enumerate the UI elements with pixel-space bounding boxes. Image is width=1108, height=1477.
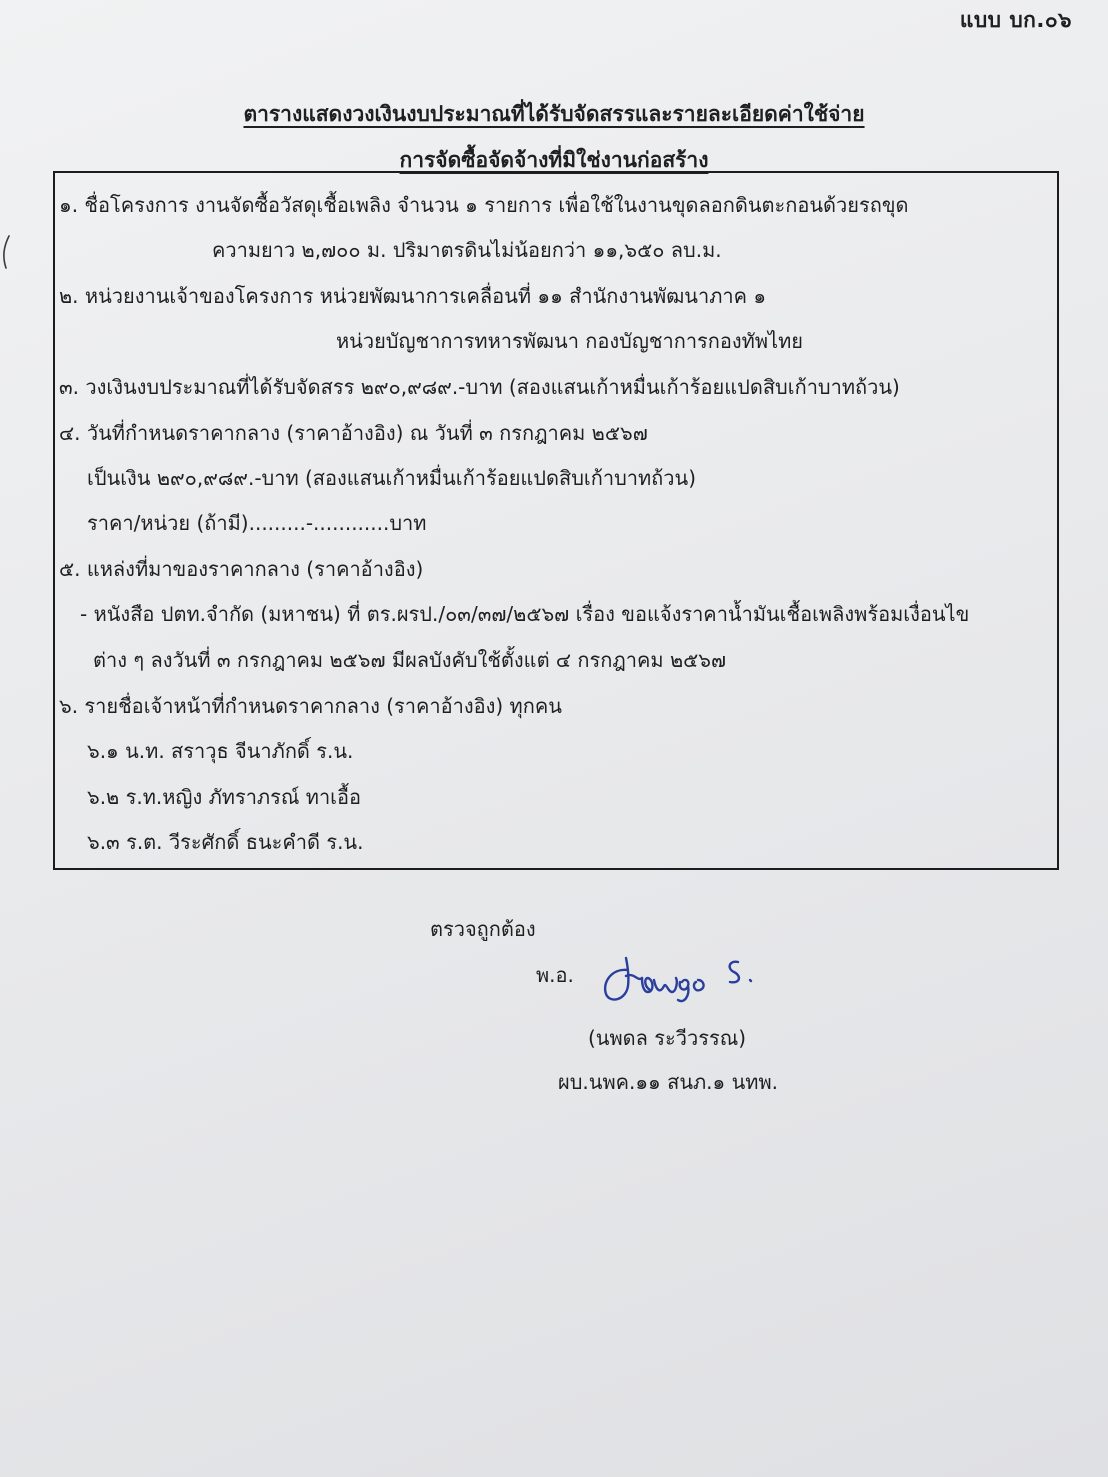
item-4-price-date: ๔. วันที่กำหนดราคากลาง (ราคาอ้างอิง) ณ วันที่ ๓ กรกฎาคม ๒๕๖๗ xyxy=(59,421,648,445)
paper-edge-mark xyxy=(0,232,14,272)
committee-member: ๖.๑ น.ท. สราวุธ จีนาภักดิ์ ร.น. xyxy=(87,739,354,763)
item-4-amount: เป็นเงิน ๒๙๐,๙๘๙.-บาท (สองแสนเก้าหมื่นเก้าร้อยแปดสิบเก้าบาทถ้วน) xyxy=(87,466,696,490)
committee-member: ๖.๒ ร.ท.หญิง ภัทราภรณ์ ทาเอื้อ xyxy=(87,785,362,809)
item-5-source-document: - หนังสือ ปตท.จำกัด (มหาชน) ที่ ตร.ผรป./๐๓/๓๗/๒๕๖๗ เรื่อง ขอแจ้งราคาน้ำมันเชื้อเพลิงพร้อมเงื่อนไข xyxy=(80,602,970,626)
item-4-unit-price: ราคา/หน่วย (ถ้ามี).........-............บาท xyxy=(87,511,427,535)
signer-position: ผบ.นพค.๑๑ สนภ.๑ นทพ. xyxy=(558,1070,778,1094)
item-5-price-source: ๕. แหล่งที่มาของราคากลาง (ราคาอ้างอิง) xyxy=(59,557,424,581)
document-subtitle: การจัดซื้อจัดจ้างที่มิใช่งานก่อสร้าง xyxy=(399,148,709,172)
item-2-owner-unit-parent: หน่วยบัญชาการทหารพัฒนา กองบัญชาการกองทัพไทย xyxy=(336,329,804,353)
committee-member: ๖.๓ ร.ต. วีระศักดิ์ ธนะคำดี ร.น. xyxy=(87,830,364,854)
handwritten-signature xyxy=(598,952,768,1008)
item-2-owner-unit: ๒. หน่วยงานเจ้าของโครงการ หน่วยพัฒนาการเคลื่อนที่ ๑๑ สำนักงานพัฒนาภาค ๑ xyxy=(59,284,767,308)
item-1-project-detail: ความยาว ๒,๗๐๐ ม. ปริมาตรดินไม่น้อยกว่า ๑๑,๖๕๐ ลบ.ม. xyxy=(212,238,722,262)
signer-rank: พ.อ. xyxy=(536,963,574,987)
item-6-committee: ๖. รายชื่อเจ้าหน้าที่กำหนดราคากลาง (ราคาอ้างอิง) ทุกคน xyxy=(59,694,562,718)
verified-label: ตรวจถูกต้อง xyxy=(430,917,536,941)
item-1-project-name: ๑. ชื่อโครงการ งานจัดซื้อวัสดุเชื้อเพลิง จำนวน ๑ รายการ เพื่อใช้ในงานขุดลอกดินตะกอนด้วยรถขุด xyxy=(59,193,909,217)
document-title: ตารางแสดงวงเงินงบประมาณที่ได้รับจัดสรรและรายละเอียดค่าใช้จ่าย xyxy=(243,102,865,126)
item-5-source-document-cont: ต่าง ๆ ลงวันที่ ๓ กรกฎาคม ๒๕๖๗ มีผลบังคับใช้ตั้งแต่ ๔ กรกฎาคม ๒๕๖๗ xyxy=(93,648,726,672)
item-3-budget: ๓. วงเงินงบประมาณที่ได้รับจัดสรร ๒๙๐,๙๘๙.-บาท (สองแสนเก้าหมื่นเก้าร้อยแปดสิบเก้าบาทถ้วน) xyxy=(59,375,900,399)
signer-name: (นพดล ระวีวรรณ) xyxy=(588,1026,747,1050)
form-code: แบบ บก.๐๖ xyxy=(959,8,1072,32)
